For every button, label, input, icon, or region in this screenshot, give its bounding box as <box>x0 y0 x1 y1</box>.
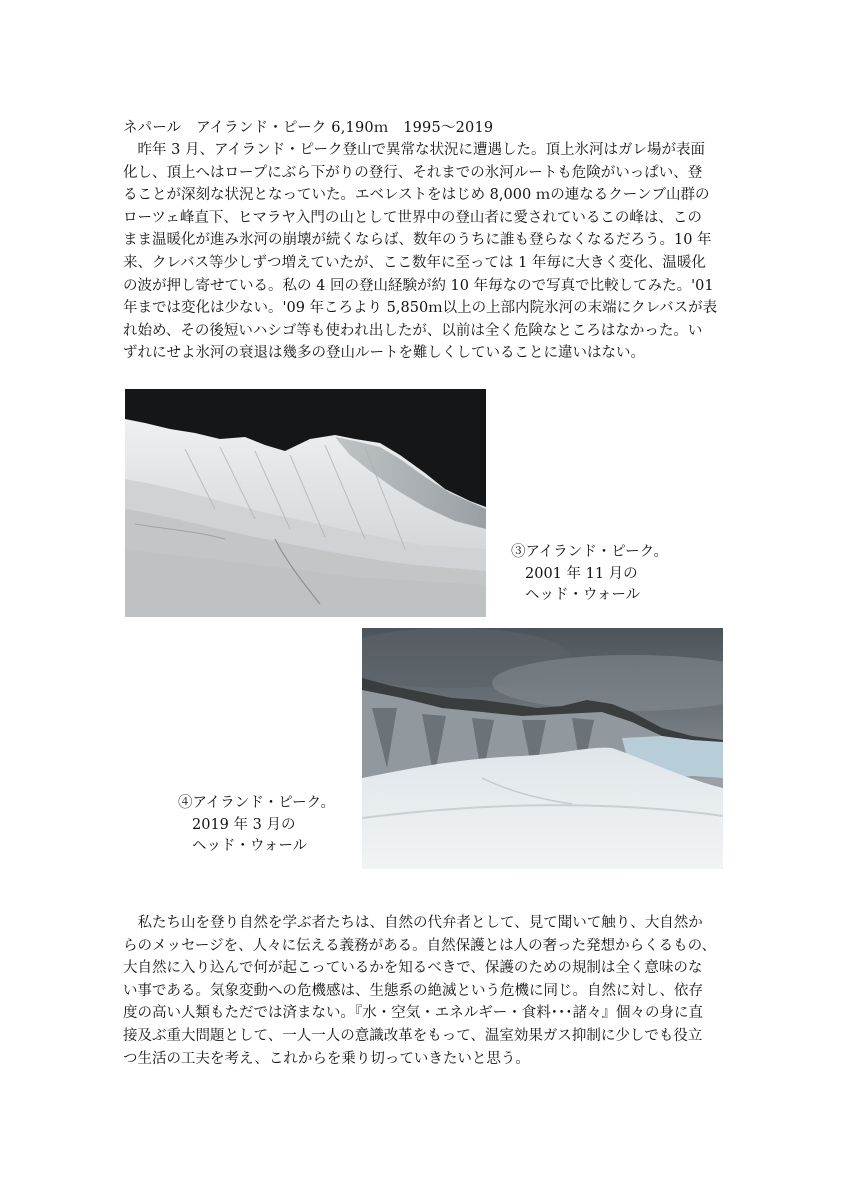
paragraph-line: 大自然に入り込んで何が起こっているかを知るべきで、保護のための規制は全く意味のな <box>123 960 703 977</box>
paragraph-line: ローツェ峰直下、ヒマラヤ入門の山として世界中の登山者に愛されているこの峰は、この <box>123 209 702 226</box>
paragraph-line: 接及ぶ重大問題として、一人一人の意識改革をもって、温室効果ガス抑制に少しでも役立 <box>123 1027 703 1044</box>
paragraph-line: れ始め、その後短いハシゴ等も使われ出したが、以前は全く危険なところはなかった。い <box>123 322 703 339</box>
paragraph-line: まま温暖化が進み氷河の崩壊が続くならば、数年のうちに誰も登らなくなるだろう。10 年 <box>123 232 712 249</box>
paragraph-line: 私たち山を登り自然を学ぶ者たちは、自然の代弁者として、見て聞いて触り、大自然か <box>123 915 703 931</box>
paragraph-line: 度の高い人類もただでは済まない。『水・空気・エネルギー・食料･･･諸々』個々の身に直 <box>123 1005 703 1022</box>
paragraph-line: ることが深刻な状況となっていた。エベレストをはじめ 8,000 ｍの連なるクーンブ山群の <box>123 187 710 204</box>
photo-2001-head-wall <box>125 389 486 617</box>
photo-2019-head-wall <box>362 628 723 869</box>
paragraph-line: 来、クレバス等少しずつ増えていたが、ここ数年に至っては 1 年毎に大きく変化、温暖化 <box>123 254 706 271</box>
caption-subject: ヘッド・ウォール <box>525 587 641 603</box>
caption-date: 2001 年 11 月の <box>525 565 638 582</box>
photo-caption-2001 <box>511 542 668 607</box>
caption-subject: ヘッド・ウォール <box>192 838 308 854</box>
paragraph-line: ずれにせよ氷河の衰退は幾多の登山ルートを難しくしていることに違いはない。 <box>123 345 645 362</box>
paragraph-line: らのメッセージを、人々に伝える義務がある。自然保護とは人の奢った発想からくるもの、 <box>123 937 717 954</box>
caption-title: ③アイランド・ピーク。 <box>511 544 669 560</box>
paragraph-line: つ生活の工夫を考え、これからを乗り切っていきたいと思う。 <box>123 1050 530 1067</box>
paragraph-intro <box>123 139 725 365</box>
paragraph-line: の波が押し寄せている。私の 4 回の登山経験が約 10 年毎なので写真で比較してみた。'01 <box>123 277 714 294</box>
paragraph-line: 化し、頂上へはロープにぶら下がりの登行、それまでの氷河ルートも危険がいっぱい、登 <box>123 164 703 181</box>
paragraph-line: 昨年 3 月、アイランド・ピーク登山で異常な状況に遭遇した。頂上氷河はガレ場が表面 <box>123 142 706 158</box>
paragraph-line: 年までは変化は少ない。'09 年ころより 5,850ｍ以上の上部内院氷河の末端にクレバスが表 <box>123 300 718 317</box>
paragraph-line: い事である。気象変動への危機感は、生態系の絶滅という危機に同じ。自然に対し、依存 <box>123 982 703 999</box>
photo-caption-2019 <box>178 793 335 858</box>
paragraph-conclusion <box>123 912 725 1070</box>
caption-title: ④アイランド・ピーク。 <box>178 795 336 811</box>
caption-date: 2019 年 3 月の <box>192 816 296 833</box>
page-heading: ネパール アイランド・ピーク 6,190ｍ 1995～2019 <box>123 120 494 136</box>
